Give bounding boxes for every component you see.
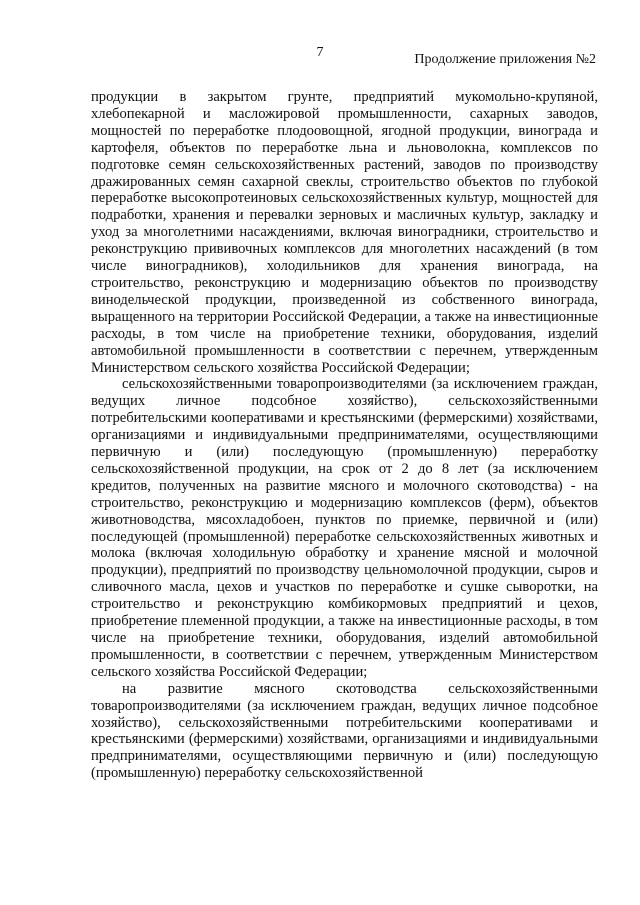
document-body — [91, 89, 598, 782]
page-number: 7 — [316, 45, 324, 60]
paragraph-beef-cattle-breeding: на развитие мясного скотоводства сельскохозяйственными товаропроизводителями (за исключением граждан, ведущих личное подсобное хозяйство), сельскохозяйственными потребительскими кооперативами и крестьянскими (фермерскими) хозяйствами, организациями и индивидуальными предпринимателями, осуществляющими первичную и (или) последующую (промышленную) переработку сельскохозяйственной — [91, 680, 598, 782]
paragraph-continuation: продукции в закрытом грунте, предприятий мукомольно-крупяной, хлебопекарной и масложировой промышленности, сахарных заводов, мощностей по переработке плодоовощной, ягодной продукции, винограда и картофеля, объектов по переработке льна и льноволокна, комплексов по подготовке семян сельскохозяйственных растений, заводов по производству дражированных семян сахарной свеклы, строительство объектов по глубокой переработке высокопротеиновых сельскохозяйственных культур, мощностей для подработки, хранения и перевалки зерновых и масличных культур, закладку и уход за многолетними насаждениями, включая виноградники, строительство и реконструкцию прививочных комплексов для многолетних насаждений (в том числе виноградников), холодильников для хранения винограда, на строительство, реконструкцию и модернизацию объектов по производству винодельческой продукции, произведенной из собственного винограда, выращенного на территории Российской Федерации, а также на инвестиционные расходы, в том числе на приобретение техники, оборудования, изделий автомобильной промышленности в соответствии с перечнем, утвержденным Министерством сельского хозяйства Российской Федерации; — [91, 89, 598, 376]
appendix-continuation-note: Продолжение приложения №2 — [414, 52, 596, 67]
paragraph-agricultural-producers: сельскохозяйственными товаропроизводителями (за исключением граждан, ведущих личное подсобное хозяйство), сельскохозяйственными потребительскими кооперативами и крестьянскими (фермерскими) хозяйствами, организациями и индивидуальными предпринимателями, осуществляющими первичную и (или) последующую (промышленную) переработку сельскохозяйственной продукции, на срок от 2 до 8 лет (за исключением кредитов, полученных на развитие мясного и молочного скотоводства) - на строительство, реконструкцию и модернизацию комплексов (ферм), объектов животноводства, мясохладобоен, пунктов по приемке, первичной и (или) последующей (промышленной) переработке сельскохозяйственных животных и молока (включая холодильную обработку и хранение мясной и молочной продукции), предприятий по производству цельномолочной продукции, сыров и сливочного масла, цехов и участков по переработке и сушке сыворотки, на строительство и реконструкцию комбикормовых предприятий и цехов, приобретение племенной продукции, а также на инвестиционные расходы, в том числе на приобретение техники, оборудования, изделий автомобильной промышленности, в соответствии с перечнем, утвержденным Министерством сельского хозяйства Российской Федерации; — [91, 376, 598, 680]
